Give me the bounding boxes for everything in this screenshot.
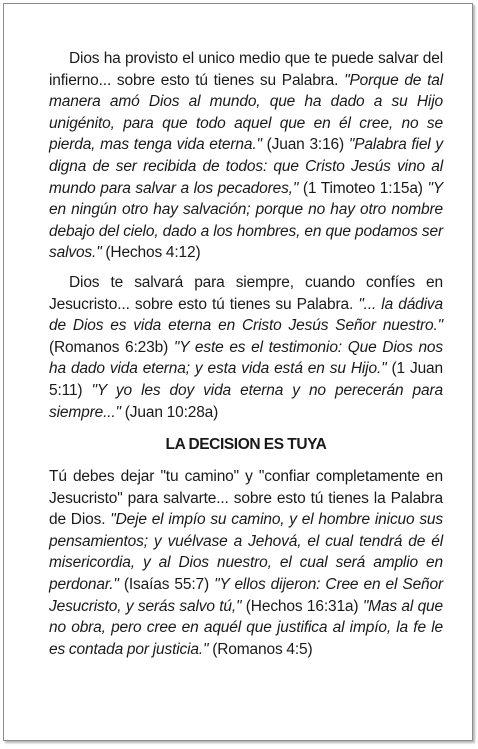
- scripture-reference: (Hechos 4:12): [101, 244, 201, 262]
- scripture-quote: "Deje el impío su camino, y el hombre inicuo sus pensamientos; y vuélvase a Jehová, el cual tendrá de él misericordia, y al Dios nuestro, el cual será amplio en perdonar.": [49, 511, 444, 594]
- scripture-quote: "Y este es el testimonio: Que Dios nos ha dado vida eterna; y esta vida está en su Hijo.": [49, 338, 444, 378]
- paragraph-salvation-means: [49, 48, 443, 264]
- scripture-quote: "Palabra fiel y digna de ser recibida de todos: que Cristo Jesús vino al mundo para salvar a los pecadores,": [49, 136, 443, 197]
- paragraph-decision: [49, 466, 443, 660]
- scripture-reference: (Juan 10:28a): [120, 403, 219, 421]
- scripture-quote: "Porque de tal manera amó Dios al mundo, que ha dado a su Hijo unigénito, para que todo aquel que en él cree, no se pierda, mas tenga vida eterna.": [49, 71, 443, 154]
- scripture-quote: "Y en ningún otro hay salvación; porque no hay otro nombre debajo del cielo, dado a los hombres, en que podamos ser salvos.": [49, 179, 444, 262]
- paragraph-eternal-salvation: [49, 272, 443, 423]
- text-run: Dios ha provisto el unico medio que te puede salvar del infierno... sobre esto tú tienes su Palabra.: [49, 50, 443, 89]
- scripture-quote: "Y ellos dijeron: Cree en el Señor Jesucristo, y serás salvo tú,": [49, 576, 443, 615]
- scripture-quote: "Y yo les doy vida eterna y no perecerán para siempre...": [49, 381, 443, 421]
- text-run: Dios te salvará para siempre, cuando confíes en Jesucristo... sobre esto tú tienes su Palabra.: [49, 273, 443, 313]
- scripture-reference: (1 Juan 5:11): [49, 360, 443, 399]
- page-content: [49, 48, 443, 660]
- scripture-reference: (Hechos 16:31a): [241, 597, 363, 615]
- scripture-quote: "Mas al que no obra, pero cree en aquél que justifica al impío, la fe le es contada por justicia.": [49, 597, 443, 658]
- section-heading: LA DECISION ES TUYA: [165, 436, 327, 454]
- scripture-reference: (Isaías 55:7): [118, 576, 215, 594]
- scripture-reference: (1 Timoteo 1:15a): [298, 179, 428, 197]
- scripture-reference: (Juan 3:16): [261, 136, 349, 154]
- scripture-reference: (Romanos 4:5): [208, 640, 313, 658]
- scripture-reference: (Romanos 6:23b): [49, 338, 174, 356]
- scripture-quote: "... la dádiva de Dios es vida eterna en Cristo Jesús Señor nuestro.": [49, 295, 444, 335]
- text-run: Tú debes dejar "tu camino" y "confiar completamente en Jesucristo" para salvarte... sobre esto tú tienes la Palabra de Dios.: [49, 468, 443, 529]
- tract-page: [3, 3, 473, 741]
